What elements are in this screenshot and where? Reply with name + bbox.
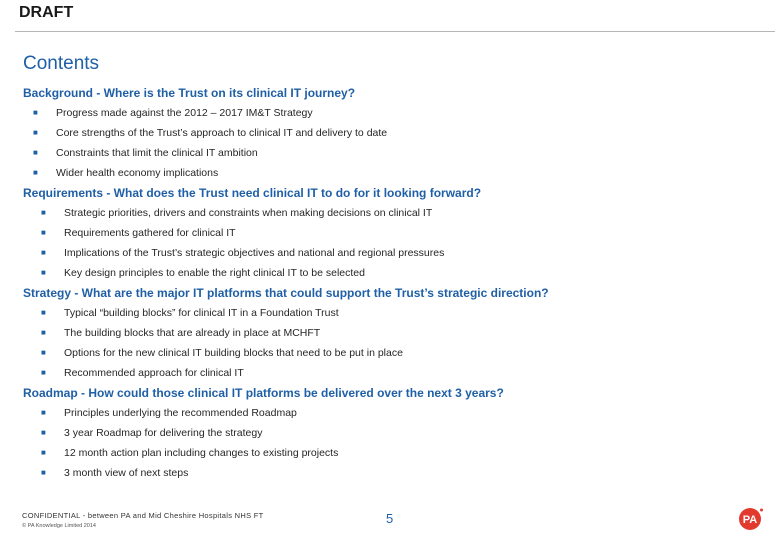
section-heading: Background - Where is the Trust on its clinical IT journey? [23, 86, 356, 100]
page-title: Contents [23, 53, 100, 74]
bullet-icon: ■ [41, 468, 46, 477]
list-item: ■ 3 month view of next steps [41, 467, 189, 479]
list-item: ■ 12 month action plan including changes to existing projects [41, 447, 339, 459]
list-item: ■ Strategic priorities, drivers and constraints when making decisions on clinical IT [41, 207, 433, 219]
section-heading: Requirements - What does the Trust need clinical IT to do for it looking forward? [23, 186, 482, 200]
bullet-icon: ■ [41, 408, 46, 417]
list-item: ■ The building blocks that are already in place at MCHFT [41, 327, 321, 339]
bullet-icon: ■ [33, 168, 38, 177]
list-item: ■ Requirements gathered for clinical IT [41, 227, 236, 239]
header-divider [15, 31, 775, 32]
list-item: ■ Core strengths of the Trust’s approach to clinical IT and delivery to date [33, 127, 388, 139]
section-requirements [23, 186, 763, 286]
list-item: ■ Constraints that limit the clinical IT ambition [33, 147, 258, 159]
bullet-icon: ■ [33, 108, 38, 117]
page-number: 5 [386, 511, 394, 526]
list-item: ■ Typical “building blocks” for clinical IT in a Foundation Trust [41, 307, 339, 319]
bullet-icon: ■ [41, 448, 46, 457]
section-heading: Strategy - What are the major IT platforms that could support the Trust’s strategic direction? [23, 286, 549, 300]
list-item: ■ Wider health economy implications [33, 167, 219, 179]
list-item: ■ Key design principles to enable the right clinical IT to be selected [41, 267, 365, 279]
section-strategy [23, 286, 763, 386]
bullet-icon: ■ [41, 268, 46, 277]
bullet-icon: ■ [41, 348, 46, 357]
pa-logo-icon [738, 507, 764, 531]
bullet-icon: ■ [33, 128, 38, 137]
confidential-notice: CONFIDENTIAL - between PA and Mid Cheshire Hospitals NHS FT [22, 511, 264, 520]
svg-text:PA: PA [742, 514, 758, 526]
list-item: ■ Progress made against the 2012 – 2017 IM&T Strategy [33, 107, 313, 119]
bullet-icon: ■ [41, 428, 46, 437]
draft-label: DRAFT [19, 4, 74, 21]
contents-list [23, 86, 763, 486]
list-item: ■ Options for the new clinical IT building blocks that need to be put in place [41, 347, 403, 359]
bullet-icon: ■ [41, 228, 46, 237]
bullet-icon: ■ [41, 208, 46, 217]
bullet-icon: ■ [41, 248, 46, 257]
list-item: ■ Principles underlying the recommended Roadmap [41, 407, 297, 419]
bullet-icon: ■ [41, 368, 46, 377]
section-background [23, 86, 763, 186]
section-roadmap [23, 386, 763, 486]
list-item: ■ Implications of the Trust’s strategic objectives and national and regional pressures [41, 247, 445, 259]
bullet-icon: ■ [33, 148, 38, 157]
copyright-notice: © PA Knowledge Limited 2014 [22, 523, 96, 529]
bullet-icon: ■ [41, 328, 46, 337]
list-item: ■ 3 year Roadmap for delivering the strategy [41, 427, 263, 439]
section-heading: Roadmap - How could those clinical IT platforms be delivered over the next 3 years? [23, 386, 504, 400]
list-item: ■ Recommended approach for clinical IT [41, 367, 244, 379]
bullet-icon: ■ [41, 308, 46, 317]
